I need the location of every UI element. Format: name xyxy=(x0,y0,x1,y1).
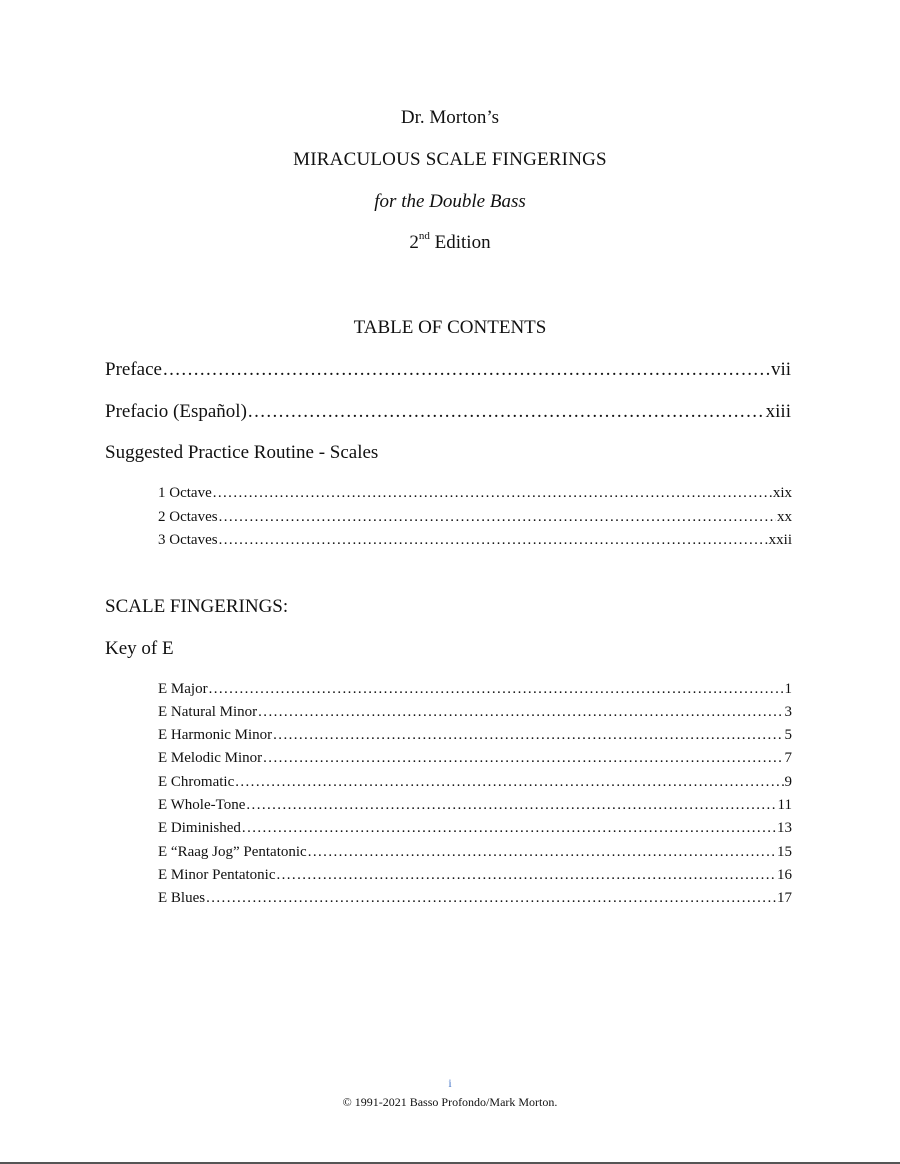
toc-entry-page: 7 xyxy=(784,750,792,766)
toc-entry-e-whole-tone[interactable] xyxy=(158,795,792,815)
toc-entry-page: 1 xyxy=(784,681,792,697)
toc-entry-label: E Chromatic xyxy=(158,774,235,790)
dot-leader xyxy=(246,795,776,815)
toc-entry-label: E “Raag Jog” Pentatonic xyxy=(158,844,307,860)
toc-entry-label: 3 Octaves xyxy=(158,532,218,548)
toc-entry-page: vii xyxy=(770,359,791,380)
toc-entry-page: 15 xyxy=(777,844,792,860)
dot-leader xyxy=(276,865,776,885)
toc-entry-page: 5 xyxy=(784,727,792,743)
toc-entry-e-blues[interactable] xyxy=(158,888,792,908)
toc-entry-label: E Harmonic Minor xyxy=(158,727,273,743)
toc-entry-label: E Melodic Minor xyxy=(158,750,263,766)
toc-entry-page: xx xyxy=(777,509,792,525)
toc-entry-2-octaves[interactable] xyxy=(158,507,792,527)
toc-entry-page: 17 xyxy=(777,890,792,906)
toc-entry-e-diminished[interactable] xyxy=(158,818,792,838)
toc-entry-e-melodic-minor[interactable] xyxy=(158,748,792,768)
toc-entry-e-minor-pentatonic[interactable] xyxy=(158,865,792,885)
edition-number: 2 xyxy=(409,232,419,253)
toc-entry-label: 2 Octaves xyxy=(158,509,218,525)
toc-entry-page: 9 xyxy=(784,774,792,790)
footer-copyright: © 1991-2021 Basso Profondo/Mark Morton. xyxy=(342,1095,558,1109)
practice-routine-heading: Suggested Practice Routine - Scales xyxy=(105,442,379,463)
toc-entry-e-chromatic[interactable] xyxy=(158,772,792,792)
toc-entry-page: 16 xyxy=(777,867,792,883)
toc-entry-prefacio[interactable] xyxy=(105,400,791,424)
dot-leader xyxy=(206,888,776,908)
dot-leader xyxy=(213,483,772,503)
toc-entry-page: 13 xyxy=(777,820,792,836)
dot-leader xyxy=(163,358,770,382)
footer-page-number: i xyxy=(448,1076,452,1090)
dot-leader xyxy=(258,702,783,722)
edition-line xyxy=(0,231,900,255)
toc-entry-page: xix xyxy=(772,485,792,501)
key-of-e-heading: Key of E xyxy=(105,638,174,659)
dot-leader xyxy=(235,772,783,792)
toc-entry-label: Prefacio (Español) xyxy=(105,401,247,422)
toc-entry-e-natural-minor[interactable] xyxy=(158,702,792,722)
scale-fingerings-heading: SCALE FINGERINGS: xyxy=(105,596,289,617)
toc-entry-label: E Major xyxy=(158,681,208,697)
dot-leader xyxy=(242,818,776,838)
dot-leader xyxy=(209,679,784,699)
toc-entry-label: 1 Octave xyxy=(158,485,212,501)
toc-entry-e-raag-jog-pentatonic[interactable] xyxy=(158,842,792,862)
dot-leader xyxy=(308,842,776,862)
toc-heading: TABLE OF CONTENTS xyxy=(353,317,547,338)
toc-entry-label: E Minor Pentatonic xyxy=(158,867,276,883)
dot-leader xyxy=(263,748,783,768)
toc-entry-e-harmonic-minor[interactable] xyxy=(158,725,792,745)
book-subtitle: for the Double Bass xyxy=(374,191,526,212)
toc-entry-page: 11 xyxy=(777,797,792,813)
toc-entry-page: xiii xyxy=(765,401,791,422)
toc-entry-3-octaves[interactable] xyxy=(158,530,792,550)
toc-entry-label: Preface xyxy=(105,359,162,380)
author-line: Dr. Morton’s xyxy=(400,107,500,128)
book-title: MIRACULOUS SCALE FINGERINGS xyxy=(293,149,607,170)
toc-entry-label: E Natural Minor xyxy=(158,704,258,720)
toc-entry-label: E Whole-Tone xyxy=(158,797,246,813)
toc-entry-page: xxii xyxy=(768,532,792,548)
toc-entry-preface[interactable] xyxy=(105,358,791,382)
toc-entry-page: 3 xyxy=(784,704,792,720)
edition-suffix: nd xyxy=(418,229,430,242)
dot-leader xyxy=(219,507,776,527)
dot-leader xyxy=(219,530,768,550)
dot-leader xyxy=(273,725,783,745)
edition-word: Edition xyxy=(434,232,491,253)
toc-entry-1-octave[interactable] xyxy=(158,483,792,503)
toc-entry-e-major[interactable] xyxy=(158,679,792,699)
toc-entry-label: E Blues xyxy=(158,890,206,906)
dot-leader xyxy=(248,400,765,424)
toc-entry-label: E Diminished xyxy=(158,820,241,836)
